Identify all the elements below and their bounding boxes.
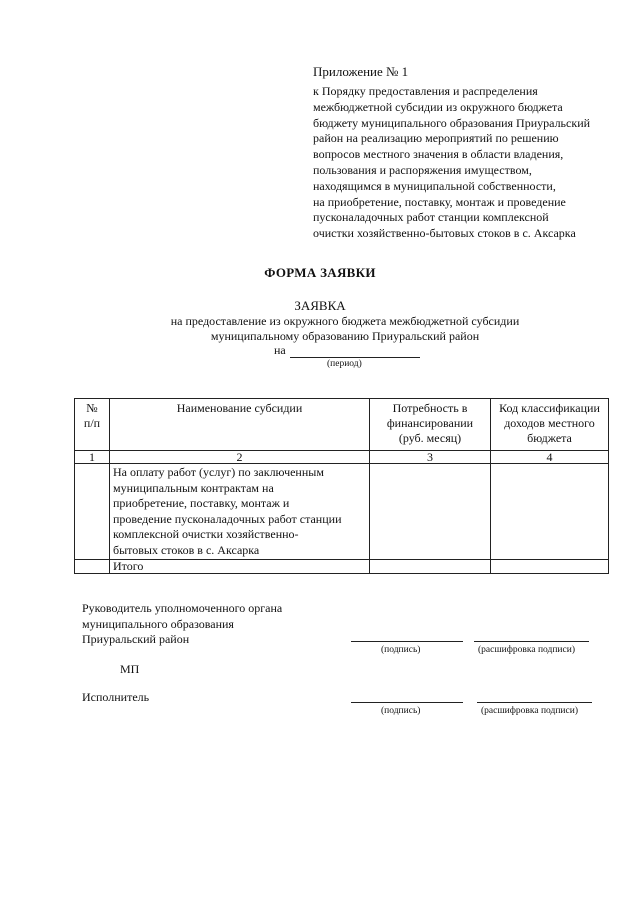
executor-decode-line[interactable] (477, 702, 592, 703)
period-line (274, 343, 420, 358)
appendix-line: пользования и распоряжения имуществом, (313, 162, 532, 177)
appendix-line: межбюджетной субсидии из окружного бюджета (313, 99, 563, 114)
table-row (75, 464, 609, 560)
header-text: п/п (83, 416, 101, 430)
code-cell[interactable] (491, 464, 609, 560)
head-decode-caption: (расшифровка подписи) (478, 645, 575, 655)
head-signature-line[interactable] (351, 641, 463, 642)
application-title: ЗАЯВКА (294, 298, 346, 313)
appendix-line: пусконаладочных работ станции комплексной (313, 210, 549, 225)
header-name (110, 399, 370, 451)
application-subtitle (0, 314, 640, 343)
appendix-text (313, 84, 613, 242)
signer-line: Приуральский район (82, 632, 190, 646)
header-text: Код классификации (499, 401, 600, 415)
application-line: муниципальному образованию Приуральский район (210, 328, 480, 343)
column-number: 2 (110, 451, 370, 464)
stamp-label: МП (120, 662, 140, 676)
header-text: Потребность в (392, 401, 468, 415)
total-need-cell[interactable] (370, 560, 491, 574)
head-decode-line[interactable] (474, 641, 589, 642)
table-header-row (75, 399, 609, 451)
appendix-line: район на реализацию мероприятий по решению (313, 131, 559, 146)
subsidy-line: бытовых стоков в с. Аксарка (113, 542, 260, 557)
subsidy-line: На оплату работ (услуг) по заключенным (113, 465, 324, 479)
executor-label: Исполнитель (82, 690, 150, 704)
appendix-line: к Порядку предоставления и распределения (313, 84, 538, 98)
header-code (491, 399, 609, 451)
row-num-cell[interactable] (75, 464, 110, 560)
subsidy-line: проведение пусконаладочных работ станции (113, 511, 342, 526)
subsidy-line: муниципальным контрактам на (113, 480, 274, 495)
header-text: № (86, 401, 98, 415)
application-line: на предоставление из окружного бюджета межбюджетной субсидии (170, 314, 520, 328)
column-number-row (75, 451, 609, 464)
header-num (75, 399, 110, 451)
executor-signature-line[interactable] (351, 702, 463, 703)
application-table (74, 398, 609, 574)
total-row (75, 560, 609, 574)
signer-line: Руководитель уполномоченного органа (82, 601, 283, 615)
appendix-title: Приложение № 1 (313, 64, 409, 79)
total-label: Итого (110, 560, 370, 574)
period-field[interactable] (290, 346, 420, 358)
executor-signature-caption: (подпись) (381, 706, 421, 716)
header-text: (руб. месяц) (398, 431, 462, 445)
period-caption: (период) (327, 359, 362, 369)
header-text: бюджета (527, 431, 572, 445)
form-title: ФОРМА ЗАЯВКИ (264, 265, 376, 280)
subsidy-line: комплексной очистки хозяйственно- (113, 527, 299, 541)
header-text: Наименование субсидии (176, 401, 303, 415)
header-text: финансировании (386, 416, 474, 430)
appendix-line: бюджету муниципального образования Приуральский (313, 115, 591, 130)
executor-decode-caption: (расшифровка подписи) (481, 706, 578, 716)
header-need (370, 399, 491, 451)
column-number: 4 (491, 451, 609, 464)
period-prefix: на (274, 343, 286, 357)
subsidy-name-cell (110, 464, 370, 560)
head-signer (82, 601, 282, 648)
subsidy-line: приобретение, поставку, монтаж и (113, 496, 290, 510)
head-signature-caption: (подпись) (381, 645, 421, 655)
need-cell[interactable] (370, 464, 491, 560)
appendix-line: вопросов местного значения в области владения, (313, 147, 564, 162)
total-code-cell[interactable] (491, 560, 609, 574)
appendix-line: на приобретение, поставку, монтаж и проведение (313, 194, 566, 209)
appendix-line: находящимся в муниципальной собственности, (313, 178, 556, 193)
column-number: 3 (370, 451, 491, 464)
header-text: доходов местного (504, 416, 595, 430)
column-number: 1 (75, 451, 110, 464)
signer-line: муниципального образования (82, 616, 234, 631)
total-num-cell (75, 560, 110, 574)
appendix-line: очистки хозяйственно-бытовых стоков в с. Аксарка (313, 226, 576, 241)
